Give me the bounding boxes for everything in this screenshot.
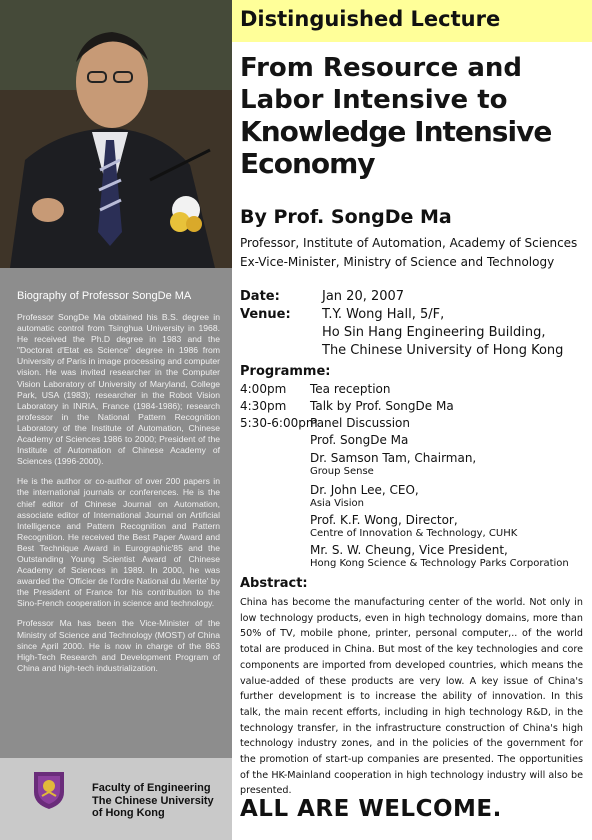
programme-heading: Programme: — [240, 364, 331, 379]
panelist-name: Dr. John Lee, CEO, — [310, 483, 419, 497]
biography-paragraph: He is the author or co-author of over 200 papers in the international journals or conferences. He is the chief editor of Chinese Journal on Automation, associate editor of International Journal on Artificial Intelligence and Pattern Recognition and Pattern Recognition. He received the Best Paper Award and Best Technique Award in Eurographic'85 and the Outstanding Young Scientist Award of Chinese Academy of Sciences in 1989. In 2000, he was awarded the 'Officier de l'ordre National du Merite' by the President of France for his contribution to the Sino-French cooperation in science and technology. — [17, 476, 220, 609]
university-name: The Chinese University — [92, 794, 214, 807]
banner-label: Distinguished Lecture — [240, 7, 501, 31]
panelist-name: Prof. K.F. Wong, Director, — [310, 513, 458, 527]
title-line: Knowledge Intensive — [240, 115, 552, 148]
title-line: Labor Intensive to — [240, 85, 508, 115]
title-line: Economy — [240, 147, 375, 180]
speaker-affiliations — [240, 234, 577, 272]
programme-time: 5:30-6:00pm — [240, 416, 318, 430]
venue-line: The Chinese University of Hong Kong — [322, 343, 564, 358]
affiliation-line: Ex-Vice-Minister, Ministry of Science and Technology — [240, 255, 555, 269]
welcome-message: ALL ARE WELCOME. — [240, 796, 502, 822]
programme-activity: Talk by Prof. SongDe Ma — [310, 399, 454, 413]
programme-activity: Tea reception — [310, 382, 391, 396]
faculty-footer — [0, 758, 232, 840]
biography-heading: Biography of Professor SongDe MA — [17, 290, 192, 302]
venue-line: Ho Sin Hang Engineering Building, — [322, 325, 546, 340]
panelist-org: Asia Vision — [310, 498, 364, 509]
programme-time: 4:30pm — [240, 399, 287, 413]
lecture-banner — [232, 0, 592, 42]
panelist-org: Group Sense — [310, 466, 374, 477]
panelist-name: Dr. Samson Tam, Chairman, — [310, 451, 477, 465]
panelist-org: Centre of Innovation & Technology, CUHK — [310, 528, 518, 539]
venue-line: T.Y. Wong Hall, 5/F, — [322, 307, 445, 322]
university-crest-icon — [32, 770, 66, 810]
panelist-name: Mr. S. W. Cheung, Vice President, — [310, 543, 508, 557]
abstract-text: China has become the manufacturing center of the world. Not only in low technology products, even in high technology domains, more than 50% of TV, mobile phone, printer, personal computer,.. of the world total are produced in China. But most of the key technologies and core components are imported from developed countries, which means the value-added of these products are very low. A key issue of China's further development is to increase the ability of innovation. In this talk, the main recent efforts, including in high technology R&D, in the technology transfer, in the infrastructure construction of China's high technology industry zones, and in the policies of the government for the promotion of start-up companies are presented. The opportunities of the HK-Mainland cooperation in high technology industry will also be presented. — [240, 597, 583, 797]
speaker-photo — [0, 0, 232, 268]
title-line: From Resource and — [240, 53, 523, 83]
lecture-title — [240, 52, 585, 180]
abstract-heading: Abstract: — [240, 576, 308, 591]
programme-activity: Panel Discussion — [310, 416, 411, 430]
venue-label: Venue: — [240, 307, 291, 322]
panelist-org: Hong Kong Science & Technology Parks Corporation — [310, 558, 569, 569]
panelist-name: Prof. SongDe Ma — [310, 433, 409, 447]
biography-paragraph: Professor Ma has been the Vice-Minister of the Ministry of Science and Technology (MOST) of China since April 2000. He is now in charge of the 863 High-Tech Research and Development Program of China and high-tech industrialization. — [17, 618, 220, 673]
speaker-byline: By Prof. SongDe Ma — [240, 206, 452, 228]
affiliation-line: Professor, Institute of Automation, Academy of Sciences — [240, 236, 578, 250]
date-label: Date: — [240, 289, 280, 304]
university-name-cont: of Hong Kong — [92, 807, 165, 819]
date-value: Jan 20, 2007 — [322, 289, 405, 304]
faculty-name: Faculty of Engineering — [92, 782, 211, 794]
biography-panel — [0, 268, 232, 758]
programme-time: 4:00pm — [240, 382, 287, 396]
biography-paragraph: Professor SongDe Ma obtained his B.S. degree in automatic control from Tsinghua University in 1968. He received the Ph.D degree in 1983 and the "Doctorat d'Etat es Science" degree in 1986 from University of Paris in image processing and computer vision. He was invited researcher in the Computer Vision Laboratory of University of Maryland, College Park, USA (1983); researcher in the Robot Vision Laboratory in INRIA, France (1984-1986); research professor in the National Pattern Recognition Laboratory of the Institute of Automation, Chinese Academy of Sciences 1986 to 2000; President of the Institute of Automation of Chinese Academy of Sciences (1996-2000). — [17, 312, 220, 467]
